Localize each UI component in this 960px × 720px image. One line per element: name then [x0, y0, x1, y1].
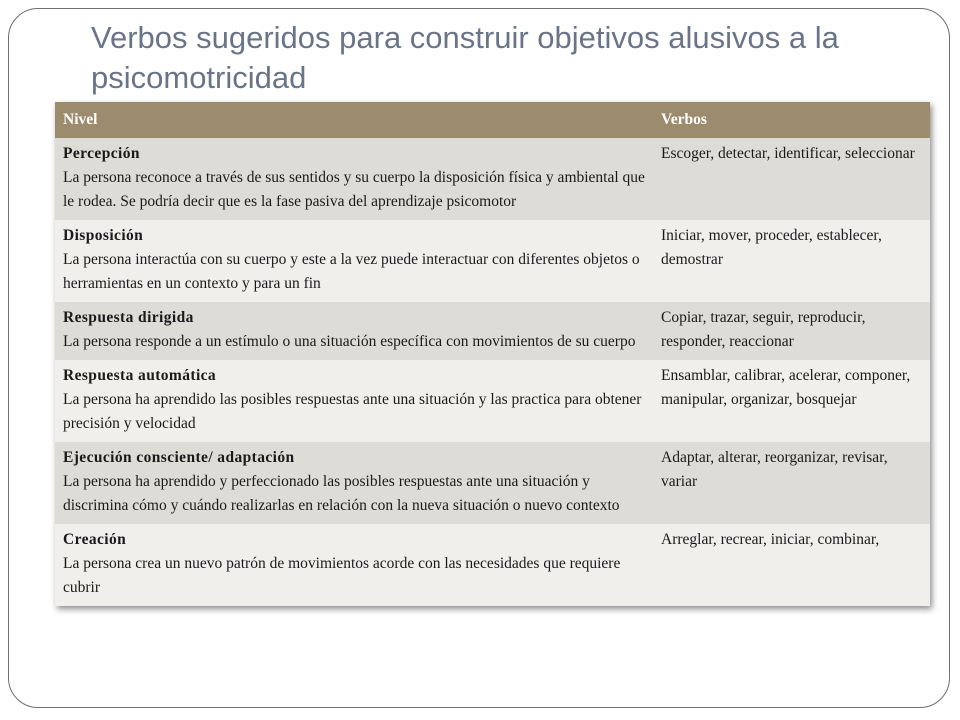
table-header-row	[55, 102, 930, 138]
nivel-cell	[55, 360, 653, 442]
level-description: La persona interactúa con su cuerpo y este a la vez puede interactuar con diferentes objetos o herramientas en un contexto y para un fin	[63, 251, 640, 292]
table-row	[55, 220, 930, 302]
level-name: Respuesta dirigida	[63, 309, 194, 326]
level-description: La persona ha aprendido y perfeccionado las posibles respuestas ante una situación y discrimina cómo y cuándo realizarlas en relación con la nueva situación o nuevo contexto	[63, 473, 620, 514]
verbs-cell: Ensamblar, calibrar, acelerar, componer, manipular, organizar, bosquejar	[653, 360, 930, 442]
table-row	[55, 302, 930, 360]
level-description: La persona ha aprendido las posibles respuestas ante una situación y las practica para obtener precisión y velocidad	[63, 391, 642, 432]
header-verbos: Verbos	[653, 102, 930, 138]
level-name: Creación	[63, 531, 127, 548]
nivel-cell	[55, 302, 653, 360]
verbs-cell: Adaptar, alterar, reorganizar, revisar, variar	[653, 442, 930, 524]
verbs-cell: Arreglar, recrear, iniciar, combinar,	[653, 524, 930, 606]
level-name: Disposición	[63, 227, 144, 244]
verbs-table	[55, 102, 930, 606]
nivel-cell	[55, 524, 653, 606]
table-row	[55, 442, 930, 524]
slide-title: Verbos sugeridos para construir objetivos alusivos a la psicomotricidad	[91, 20, 839, 95]
nivel-cell	[55, 442, 653, 524]
table-row	[55, 524, 930, 606]
nivel-cell	[55, 138, 653, 220]
table-row	[55, 138, 930, 220]
verbs-cell: Copiar, trazar, seguir, reproducir, responder, reaccionar	[653, 302, 930, 360]
level-description: La persona responde a un estímulo o una situación específica con movimientos de su cuerpo	[63, 333, 636, 350]
table-row	[55, 360, 930, 442]
verbs-table-container	[55, 102, 930, 606]
level-name: Respuesta automática	[63, 367, 217, 384]
nivel-cell	[55, 220, 653, 302]
level-description: La persona reconoce a través de sus sentidos y su cuerpo la disposición física y ambiental que le rodea. Se podría decir que es la fase pasiva del aprendizaje psicomotor	[63, 169, 645, 210]
level-name: Percepción	[63, 145, 140, 162]
verbs-cell: Iniciar, mover, proceder, establecer, demostrar	[653, 220, 930, 302]
level-name: Ejecución consciente/ adaptación	[63, 449, 295, 466]
verbs-cell: Escoger, detectar, identificar, seleccionar	[653, 138, 930, 220]
level-description: La persona crea un nuevo patrón de movimientos acorde con las necesidades que requiere cubrir	[63, 555, 621, 596]
header-nivel: Nivel	[55, 102, 653, 138]
